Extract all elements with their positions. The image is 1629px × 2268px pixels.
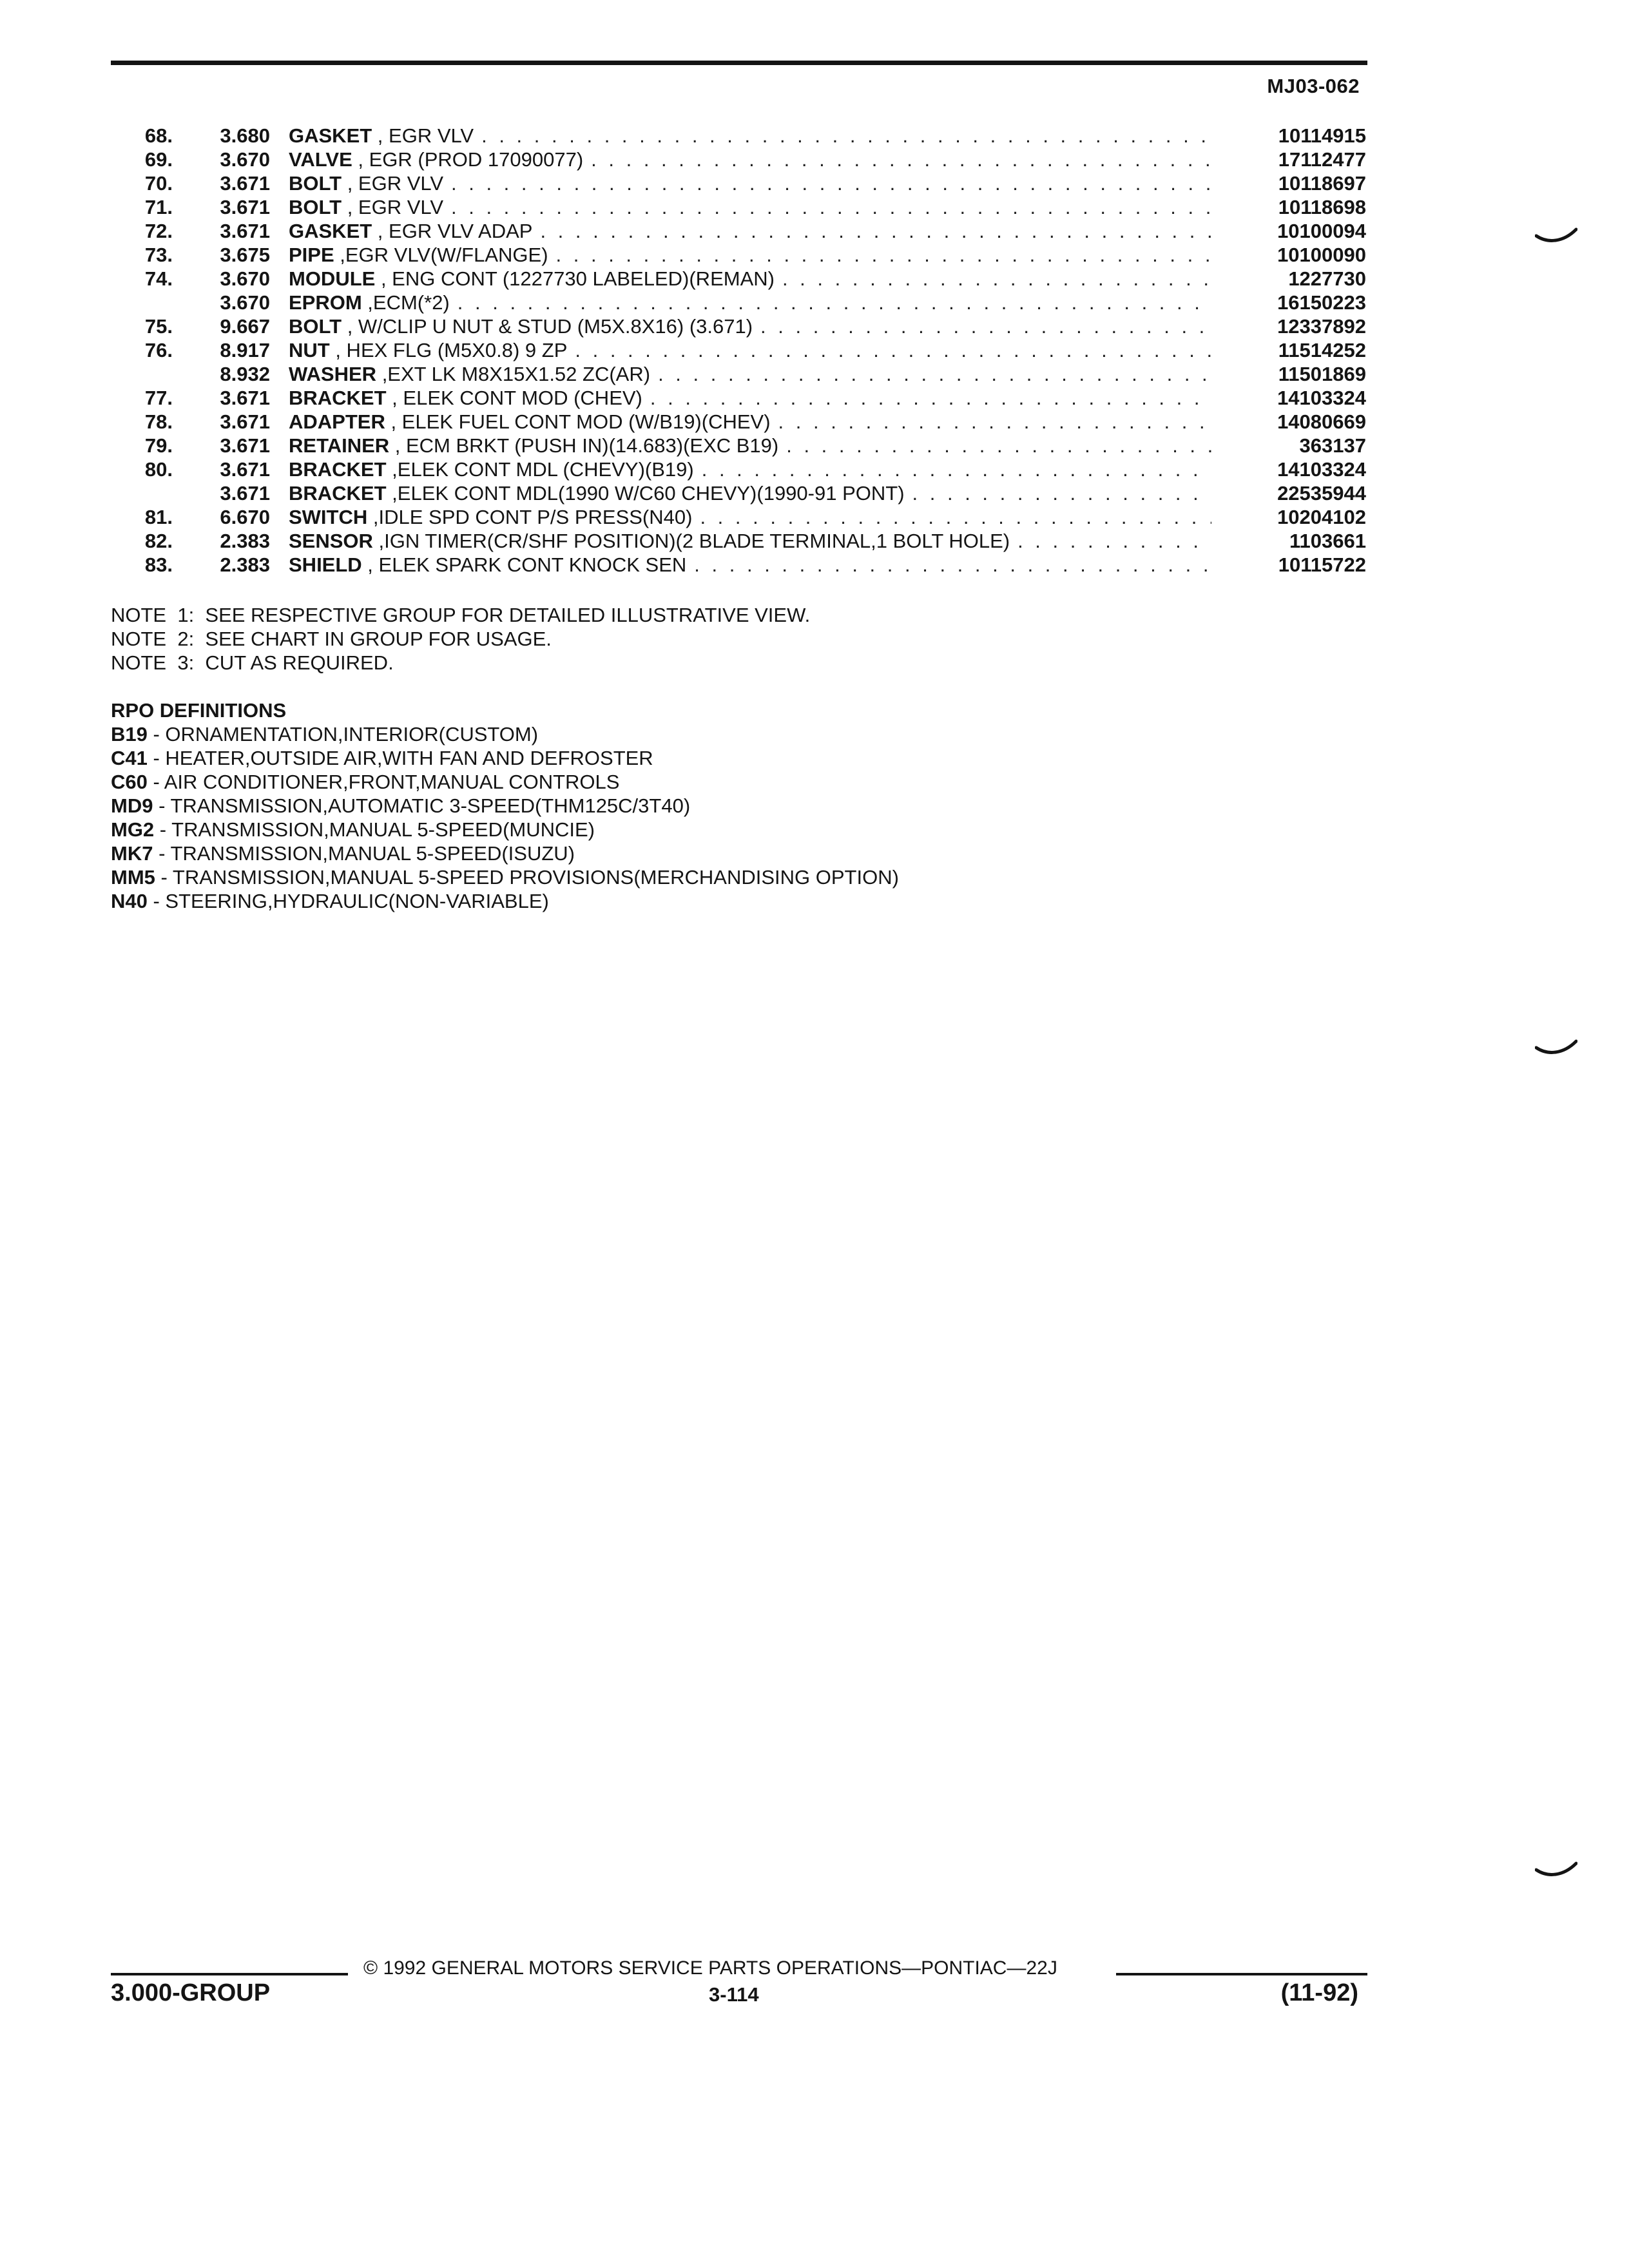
binder-hole-mark-icon [1535, 1861, 1577, 1878]
rpo-item [111, 889, 899, 913]
parts-row [111, 386, 1366, 410]
part-name: SHIELD [289, 553, 362, 576]
part-description [289, 291, 1218, 314]
part-description [289, 410, 1218, 434]
part-number: 10118697 [1278, 172, 1366, 195]
part-name: BRACKET [289, 482, 387, 505]
part-name: PIPE [289, 244, 334, 266]
part-detail: , HEX FLG (M5X0.8) 9 ZP [329, 339, 568, 361]
parts-row [111, 314, 1366, 338]
part-detail: , EGR VLV ADAP [372, 220, 533, 242]
item-number: 70. [144, 172, 173, 195]
item-number: 72. [144, 220, 173, 242]
part-number: 10100094 [1277, 220, 1366, 242]
part-name: GASKET [289, 124, 372, 147]
rpo-item [111, 746, 899, 770]
part-number: 10100090 [1277, 244, 1366, 266]
parts-row [111, 195, 1366, 219]
note-line: NOTE 3: CUT AS REQUIRED. [111, 651, 394, 674]
group-number: 3.671 [220, 387, 270, 409]
part-name: GASKET [289, 220, 372, 242]
part-number: 12337892 [1277, 315, 1366, 338]
parts-list [111, 124, 1366, 577]
note-line: NOTE 1: SEE RESPECTIVE GROUP FOR DETAILED ILLUSTRATIVE VIEW. [111, 604, 811, 626]
parts-row [111, 434, 1366, 457]
part-name: BOLT [289, 172, 342, 195]
rpo-text: - TRANSMISSION,MANUAL 5-SPEED(ISUZU) [153, 842, 575, 865]
rpo-code: N40 [111, 890, 148, 912]
dot-leader [591, 148, 1211, 171]
rpo-text: - STEERING,HYDRAULIC(NON-VARIABLE) [147, 890, 549, 912]
dot-leader [481, 124, 1211, 148]
rpo-code: MK7 [111, 842, 153, 865]
parts-row [111, 267, 1366, 291]
rpo-code: MG2 [111, 818, 155, 841]
dot-leader [912, 481, 1211, 505]
part-name: WASHER [289, 363, 377, 385]
parts-row [111, 529, 1366, 553]
part-number: 10204102 [1277, 506, 1366, 528]
dot-leader [700, 505, 1211, 529]
binder-hole-mark-icon [1535, 1039, 1577, 1055]
part-detail: ,IDLE SPD CONT P/S PRESS(N40) [367, 506, 693, 528]
group-number: 3.671 [220, 196, 270, 218]
group-number: 3.671 [220, 410, 270, 433]
dot-leader [782, 267, 1211, 291]
part-detail: ,ECM(*2) [361, 291, 450, 314]
dot-leader [650, 386, 1211, 410]
part-name: MODULE [289, 267, 376, 290]
part-number: 11501869 [1278, 363, 1366, 385]
header-rule [111, 61, 1367, 65]
part-description [289, 124, 1218, 148]
rpo-list [111, 722, 899, 913]
group-number: 9.667 [220, 315, 270, 338]
part-description [289, 243, 1218, 267]
item-number: 82. [144, 530, 173, 552]
page-number: 3-114 [709, 1983, 759, 2006]
part-name: BRACKET [289, 458, 387, 481]
item-number: 73. [144, 244, 173, 266]
dot-leader [1017, 529, 1211, 553]
part-detail: , W/CLIP U NUT & STUD (M5X.8X16) (3.671) [342, 315, 753, 338]
group-number: 3.671 [220, 482, 270, 505]
part-name: ADAPTER [289, 410, 385, 433]
part-detail: ,ELEK CONT MDL(1990 W/C60 CHEVY)(1990-91 PONT) [386, 482, 905, 505]
part-description [289, 457, 1218, 481]
part-number: 10114915 [1278, 124, 1366, 147]
part-number: 11514252 [1278, 339, 1366, 361]
dot-leader [778, 410, 1211, 434]
group-number: 8.932 [220, 363, 270, 385]
group-number: 2.383 [220, 530, 270, 552]
group-number: 3.670 [220, 291, 270, 314]
rpo-code: MD9 [111, 794, 153, 817]
part-name: SENSOR [289, 530, 373, 552]
part-detail: , ECM BRKT (PUSH IN)(14.683)(EXC B19) [389, 434, 779, 457]
item-number: 80. [144, 458, 173, 481]
rpo-heading: RPO DEFINITIONS [111, 699, 287, 722]
part-description [289, 362, 1218, 386]
part-number: 1227730 [1288, 267, 1366, 290]
footer-rule-right [1116, 1973, 1367, 1975]
rpo-text: - TRANSMISSION,MANUAL 5-SPEED(MUNCIE) [154, 818, 595, 841]
parts-row [111, 505, 1366, 529]
parts-row [111, 243, 1366, 267]
group-number: 8.917 [220, 339, 270, 361]
item-number: 83. [144, 553, 173, 576]
rpo-text: - TRANSMISSION,AUTOMATIC 3-SPEED(THM125C/3T40) [153, 794, 691, 817]
binder-hole-mark-icon [1535, 227, 1577, 244]
dot-leader [556, 243, 1211, 267]
parts-row [111, 553, 1366, 577]
rpo-code: C60 [111, 771, 148, 793]
part-number: 14103324 [1277, 387, 1366, 409]
item-number: 79. [144, 434, 173, 457]
part-description [289, 338, 1218, 362]
group-number: 3.671 [220, 172, 270, 195]
part-detail: , ELEK CONT MOD (CHEV) [386, 387, 642, 409]
copyright-notice: © 1992 GENERAL MOTORS SERVICE PARTS OPERATIONS—PONTIAC—22J [363, 1957, 1057, 1979]
part-detail: , EGR VLV [372, 124, 474, 147]
part-number: 1103661 [1289, 530, 1366, 552]
dot-leader [694, 553, 1211, 577]
parts-row [111, 124, 1366, 148]
group-number: 3.671 [220, 434, 270, 457]
group-number: 3.671 [220, 458, 270, 481]
item-number: 78. [144, 410, 173, 433]
part-detail: , ELEK SPARK CONT KNOCK SEN [361, 553, 687, 576]
rpo-item [111, 818, 899, 841]
group-number: 3.671 [220, 220, 270, 242]
rpo-definitions [111, 698, 899, 913]
rpo-text: - HEATER,OUTSIDE AIR,WITH FAN AND DEFROSTER [147, 747, 653, 769]
rpo-item [111, 865, 899, 889]
rpo-code: B19 [111, 723, 148, 745]
dot-leader [658, 362, 1211, 386]
dot-leader [540, 219, 1211, 243]
rpo-item [111, 722, 899, 746]
rpo-item [111, 770, 899, 794]
dot-leader [451, 171, 1211, 195]
dot-leader [451, 195, 1211, 219]
part-detail: , EGR VLV [342, 172, 443, 195]
part-name: BRACKET [289, 387, 387, 409]
part-name: BOLT [289, 196, 342, 218]
parts-row [111, 481, 1366, 505]
part-name: RETAINER [289, 434, 390, 457]
item-number: 75. [144, 315, 173, 338]
part-description [289, 553, 1218, 577]
group-number: 3.670 [220, 148, 270, 171]
rpo-code: C41 [111, 747, 148, 769]
part-number: 14080669 [1277, 410, 1366, 433]
rpo-item [111, 841, 899, 865]
item-number: 69. [144, 148, 173, 171]
parts-row [111, 362, 1366, 386]
part-detail: ,EGR VLV(W/FLANGE) [334, 244, 548, 266]
rpo-code: MM5 [111, 866, 155, 889]
item-number: 74. [144, 267, 173, 290]
part-description [289, 171, 1218, 195]
rpo-text: - TRANSMISSION,MANUAL 5-SPEED PROVISIONS(MERCHANDISING OPTION) [155, 866, 899, 889]
group-number: 2.383 [220, 553, 270, 576]
parts-row [111, 171, 1366, 195]
part-number: 17112477 [1278, 148, 1366, 171]
part-description [289, 529, 1218, 553]
date-code: (11-92) [1280, 1979, 1358, 2006]
dot-leader [786, 434, 1211, 457]
part-description [289, 481, 1218, 505]
part-number: 14103324 [1277, 458, 1366, 481]
item-number: 76. [144, 339, 173, 361]
parts-row [111, 338, 1366, 362]
group-number: 3.670 [220, 267, 270, 290]
notes-section [111, 603, 810, 675]
part-name: NUT [289, 339, 330, 361]
part-description [289, 219, 1218, 243]
item-number: 81. [144, 506, 173, 528]
part-name: VALVE [289, 148, 352, 171]
document-code: MJ03-062 [1267, 75, 1360, 97]
part-name: BOLT [289, 315, 342, 338]
rpo-text: - ORNAMENTATION,INTERIOR(CUSTOM) [147, 723, 539, 745]
rpo-text: - AIR CONDITIONER,FRONT,MANUAL CONTROLS [147, 771, 620, 793]
group-label: 3.000-GROUP [111, 1979, 271, 2006]
item-number: 71. [144, 196, 173, 218]
footer-rule-left [111, 1973, 348, 1975]
part-number: 10115722 [1278, 553, 1366, 576]
dot-leader [702, 457, 1211, 481]
part-description [289, 195, 1218, 219]
part-description [289, 148, 1218, 171]
parts-row [111, 410, 1366, 434]
item-number: 68. [144, 124, 173, 147]
rpo-item [111, 794, 899, 818]
dot-leader [575, 338, 1211, 362]
part-description [289, 314, 1218, 338]
parts-row [111, 219, 1366, 243]
part-name: SWITCH [289, 506, 368, 528]
part-detail: ,ELEK CONT MDL (CHEVY)(B19) [386, 458, 694, 481]
parts-row [111, 291, 1366, 314]
part-detail: ,IGN TIMER(CR/SHF POSITION)(2 BLADE TERMINAL,1 BOLT HOLE) [372, 530, 1010, 552]
parts-row [111, 148, 1366, 171]
note-line: NOTE 2: SEE CHART IN GROUP FOR USAGE. [111, 628, 552, 650]
part-description [289, 434, 1218, 457]
part-number: 363137 [1299, 434, 1366, 457]
part-number: 16150223 [1277, 291, 1366, 314]
part-detail: ,EXT LK M8X15X1.52 ZC(AR) [376, 363, 651, 385]
part-number: 22535944 [1277, 482, 1366, 505]
part-name: EPROM [289, 291, 362, 314]
part-detail: , ELEK FUEL CONT MOD (W/B19)(CHEV) [385, 410, 771, 433]
parts-row [111, 457, 1366, 481]
dot-leader [760, 314, 1211, 338]
item-number: 77. [144, 387, 173, 409]
group-number: 6.670 [220, 506, 270, 528]
group-number: 3.675 [220, 244, 270, 266]
dot-leader [458, 291, 1211, 314]
part-description [289, 386, 1218, 410]
part-detail: , ENG CONT (1227730 LABELED)(REMAN) [375, 267, 775, 290]
part-detail: , EGR (PROD 17090077) [352, 148, 584, 171]
part-description [289, 505, 1218, 529]
group-number: 3.680 [220, 124, 270, 147]
part-description [289, 267, 1218, 291]
part-number: 10118698 [1278, 196, 1366, 218]
part-detail: , EGR VLV [342, 196, 443, 218]
